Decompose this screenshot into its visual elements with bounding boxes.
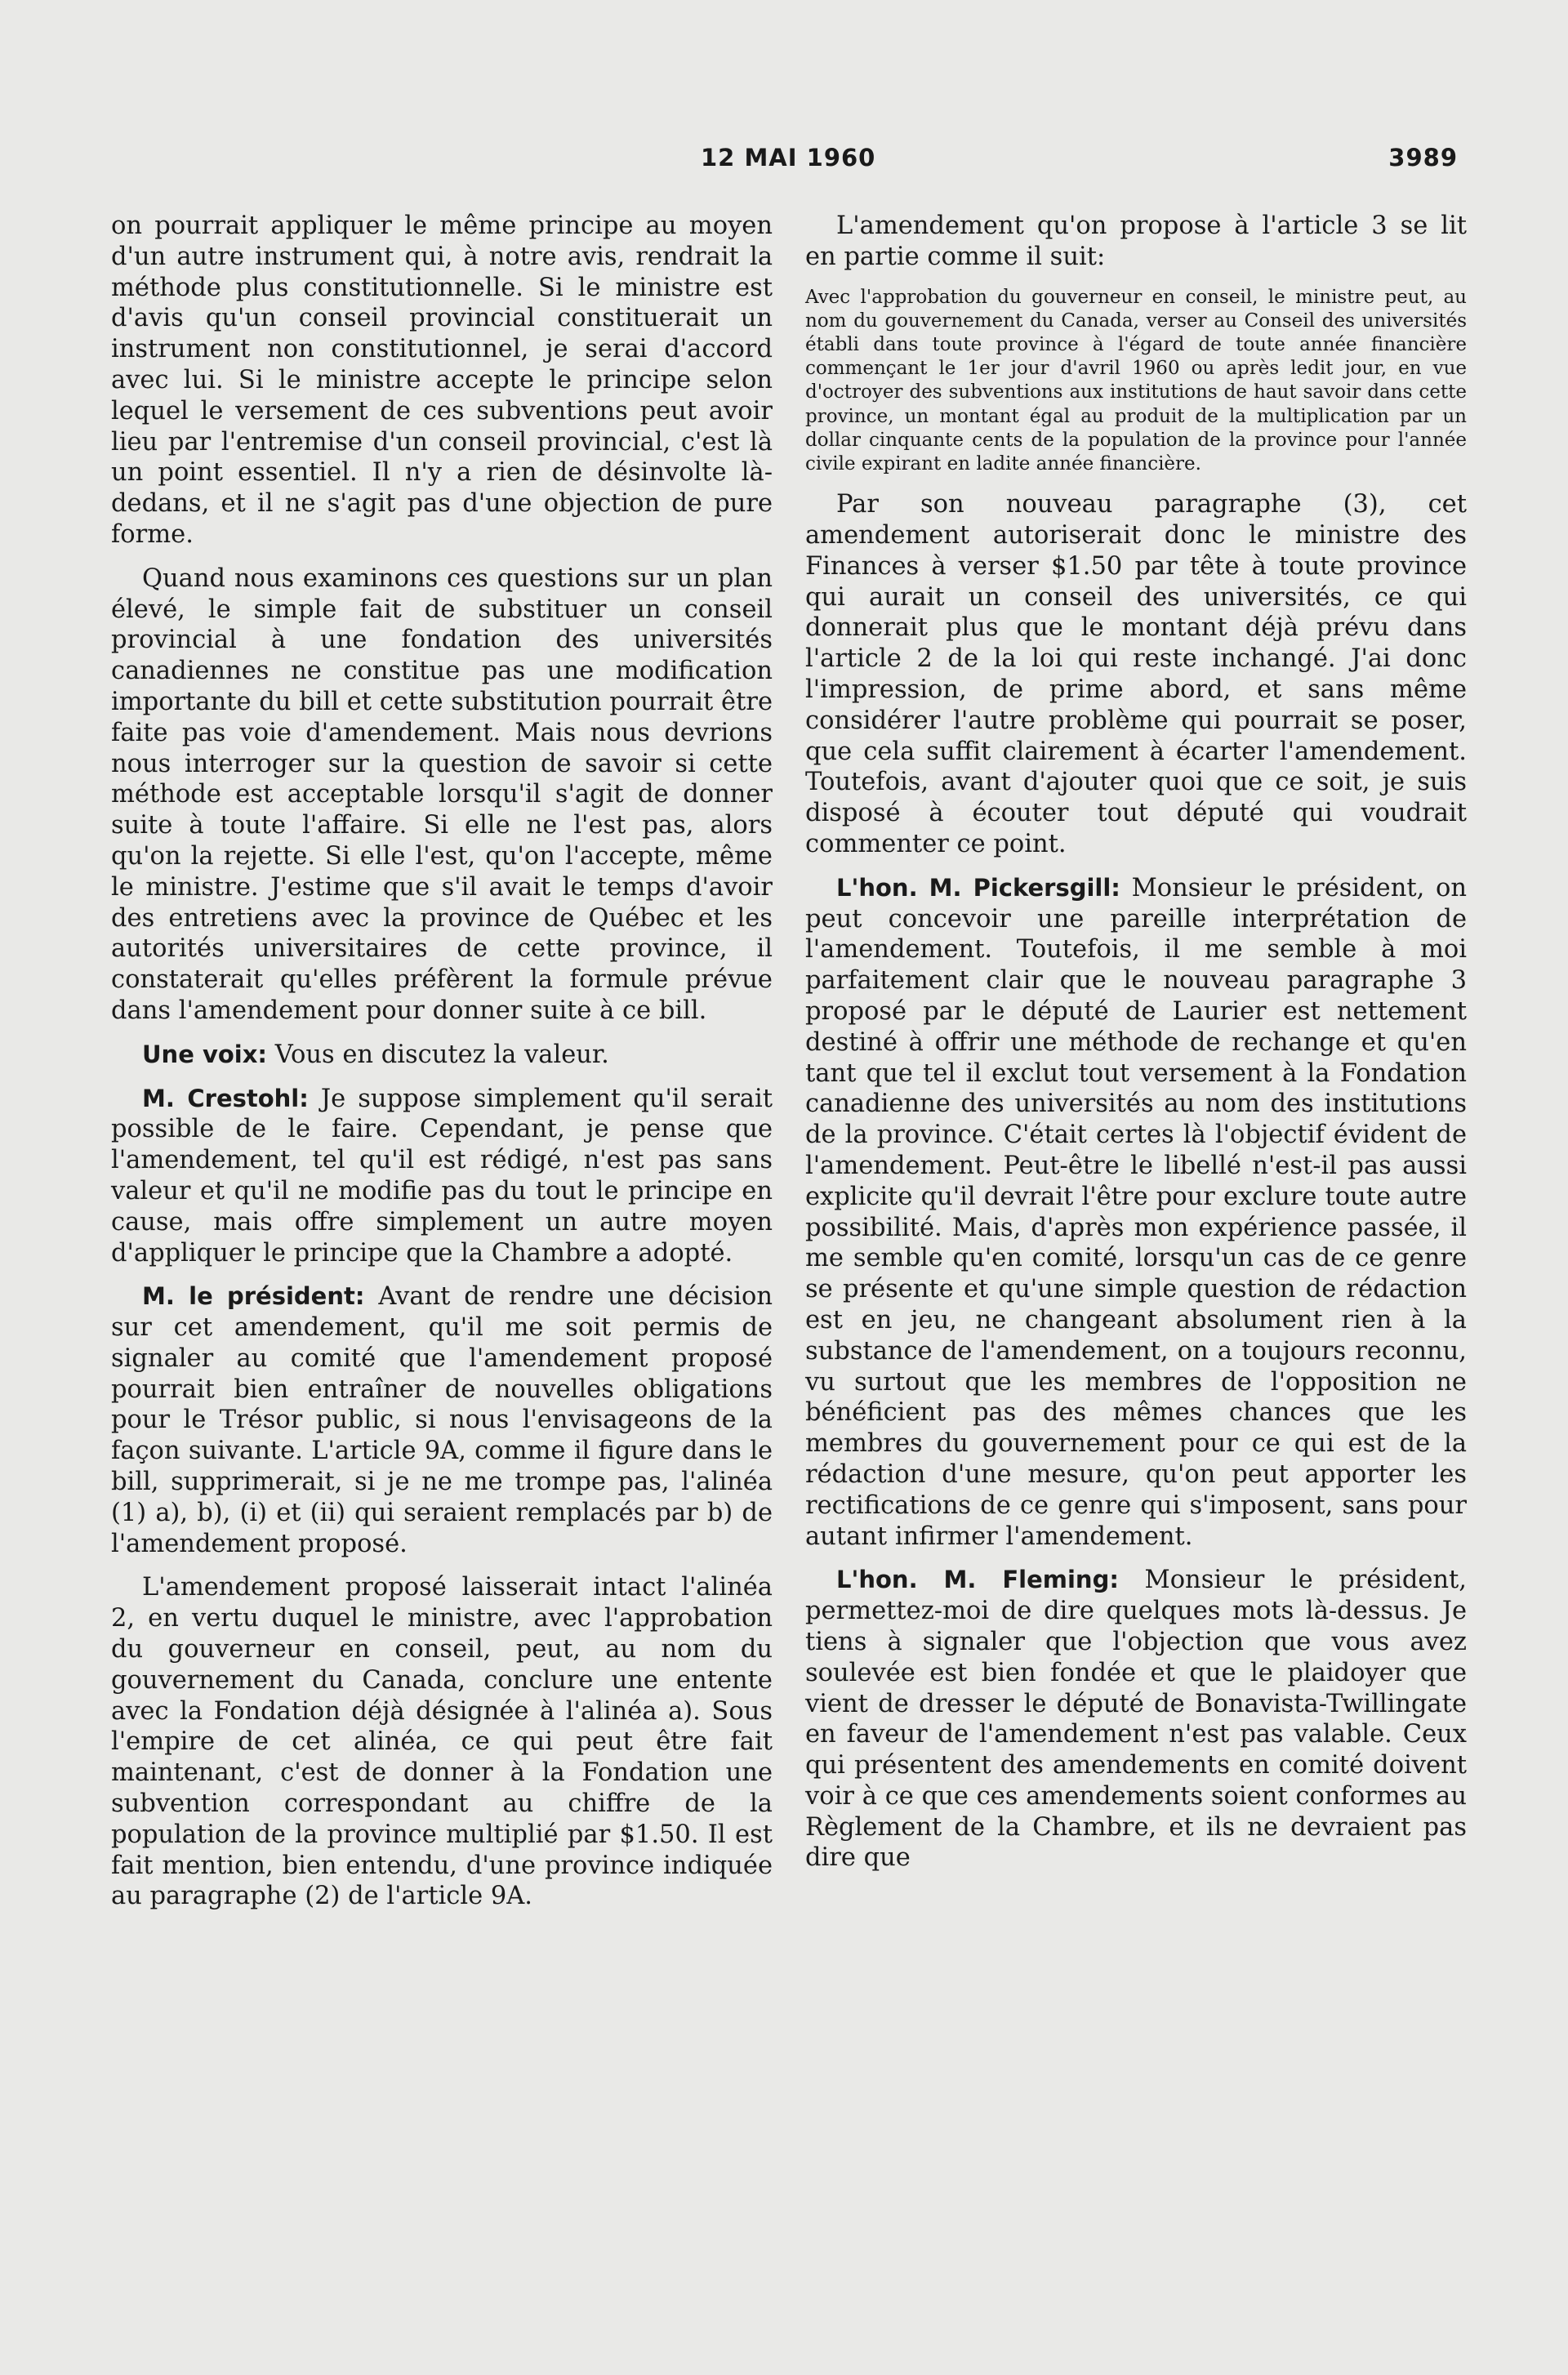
speech bbox=[805, 873, 1467, 1553]
paragraph: L'amendement proposé laisserait intact l'alinéa 2, en vertu duquel le ministre, avec l'approbation du gouverneur en conseil, peut, au nom du gouvernement du Canada, conclure une entente avec la Fondation déjà désignée à l'alinéa a). Sous l'empire de cet alinéa, ce qui peut être fait maintenant, c'est de donner à la Fondation une subvention correspondant au chiffre de la population de la province multiplié par $1.50. Il est fait mention, bien entendu, d'une province indiquée au paragraphe (2) de l'article 9A. bbox=[111, 1573, 773, 1911]
right-column bbox=[805, 211, 1467, 1887]
speech bbox=[111, 1281, 773, 1559]
paragraph: Par son nouveau paragraphe (3), cet amendement autoriserait donc le ministre des Finances à verser $1.50 par tête à toute province qui aurait un conseil des universités, ce qui donnerait plus que le montant déjà prévu dans l'article 2 de la loi qui reste inchangé. J'ai donc l'impression, de prime abord, et sans même considérer l'autre problème qui pourrait se poser, que cela suffit clairement à écarter l'amendement. Toutefois, avant d'ajouter quoi que ce soit, je suis disposé à écouter tout député qui voudrait commenter ce point. bbox=[805, 490, 1467, 858]
speech-text: Vous en discutez la valeur. bbox=[274, 1040, 609, 1069]
speech-text: Monsieur le président, permettez-moi de dire quelques mots là-dessus. Je tiens à signaler que l'objection que vous avez soulevée est bien fondée et que le plaidoyer que vient de dresser le député de Bonavista-Twillingate en faveur de l'amendement n'est pas valable. Ceux qui présentent des amendements en comité doivent voir à ce que ces amendements soient conformes au Règlement de la Chambre, et ils ne devraient pas dire que bbox=[805, 1566, 1467, 1873]
speaker-name: L'hon. M. Fleming: bbox=[836, 1566, 1119, 1594]
page-header bbox=[0, 144, 1568, 176]
speech bbox=[111, 1084, 773, 1269]
header-date: 12 MAI 1960 bbox=[701, 144, 876, 172]
speaker-name: Une voix: bbox=[142, 1040, 268, 1068]
speech-text: Monsieur le président, on peut concevoir une pareille interprétation de l'amendement. Toutefois, il me semble à moi parfaitement clair que le nouveau paragraphe 3 proposé par le député de Laurier est nettement destiné à offrir une méthode de rechange et qu'en tant que tel il exclut tout versement à la Fondation canadienne des universités au nom des institutions de la province. C'était certes là l'objectif évident de l'amendement. Peut-être le libellé n'est-il pas aussi explicite qu'il devrait l'être pour exclure toute autre possibilité. Mais, d'après mon expérience passée, il me semble qu'en comité, lorsqu'un cas de ce genre se présente et qu'une simple question de rédaction est en jeu, ne changeant absolument rien à la substance de l'amendement, on a toujours reconnu, vu surtout que les membres de l'opposition ne bénéficient pas des mêmes chances que les membres du gouvernement pour ce qui est de la rédaction d'une mesure, qu'on peut apporter les rectifications de ce genre qui s'imposent, sans pour autant infirmer l'amendement. bbox=[805, 873, 1467, 1551]
speaker-name: L'hon. M. Pickersgill: bbox=[836, 873, 1120, 902]
speech-text: Avant de rendre une décision sur cet amendement, qu'il me soit permis de signaler au comité que l'amendement proposé pourrait bien entraîner de nouvelles obligations pour le Trésor public, si nous l'envisageons de la façon suivante. L'article 9A, comme il figure dans le bill, supprimerait, si je ne me trompe pas, l'alinéa (1) a), b), (i) et (ii) qui seraient remplacés par b) de l'amendement proposé. bbox=[111, 1282, 773, 1558]
speaker-name: M. Crestohl: bbox=[142, 1084, 309, 1112]
speaker-name: M. le président: bbox=[142, 1282, 365, 1311]
page-number: 3989 bbox=[1388, 144, 1458, 172]
speech-text: Je suppose simplement qu'il serait possible de le faire. Cependant, je pense que l'amendement, tel qu'il est rédigé, n'est pas sans valeur et qu'il ne modifie pas du tout le principe en cause, mais offre simplement un autre moyen d'appliquer le principe que la Chambre a adopté. bbox=[111, 1084, 773, 1268]
paragraph: on pourrait appliquer le même principe au moyen d'un autre instrument qui, à notre avis, rendrait la méthode plus constitutionnelle. Si le ministre est d'avis qu'un conseil provincial constituerait un instrument non constitutionnel, je serai d'accord avec lui. Si le ministre accepte le principe selon lequel le versement de ces subventions peut avoir lieu par l'entremise d'un conseil provincial, c'est là un point essentiel. Il n'y a rien de désinvolte là-dedans, et il ne s'agit pas d'une objection de pure forme. bbox=[111, 212, 773, 549]
quoted-amendment: Avec l'approbation du gouverneur en conseil, le ministre peut, au nom du gouvernement du Canada, verser au Conseil des universités établi dans toute province à l'égard de toute année financière commençant le 1er jour d'avril 1960 ou après ledit jour, en vue d'octroyer des subventions aux institutions de haut savoir dans cette province, un montant égal au produit de la multiplication par un dollar cinquante cents de la population de la province pour l'année civile expirant en ladite année financière. bbox=[805, 286, 1467, 475]
paragraph: L'amendement qu'on propose à l'article 3 se lit en partie comme il suit: bbox=[805, 212, 1467, 271]
paragraph: Quand nous examinons ces questions sur un plan élevé, le simple fait de substituer un conseil provincial à une fondation des universités canadiennes ne constitue pas une modification importante du bill et cette substitution pourrait être faite pas voie d'amendement. Mais nous devrions nous interroger sur la question de savoir si cette méthode est acceptable lorsqu'il s'agit de donner suite à toute l'affaire. Si elle ne l'est pas, alors qu'on la rejette. Si elle l'est, qu'on l'accepte, même le ministre. J'estime que s'il avait le temps d'avoir des entretiens avec la province de Québec et les autorités universitaires de cette province, il constaterait qu'elles préfèrent la formule prévue dans l'amendement pour donner suite à ce bill. bbox=[111, 564, 773, 1025]
left-column bbox=[111, 211, 773, 1925]
speech bbox=[111, 1040, 773, 1071]
speech bbox=[805, 1565, 1467, 1874]
